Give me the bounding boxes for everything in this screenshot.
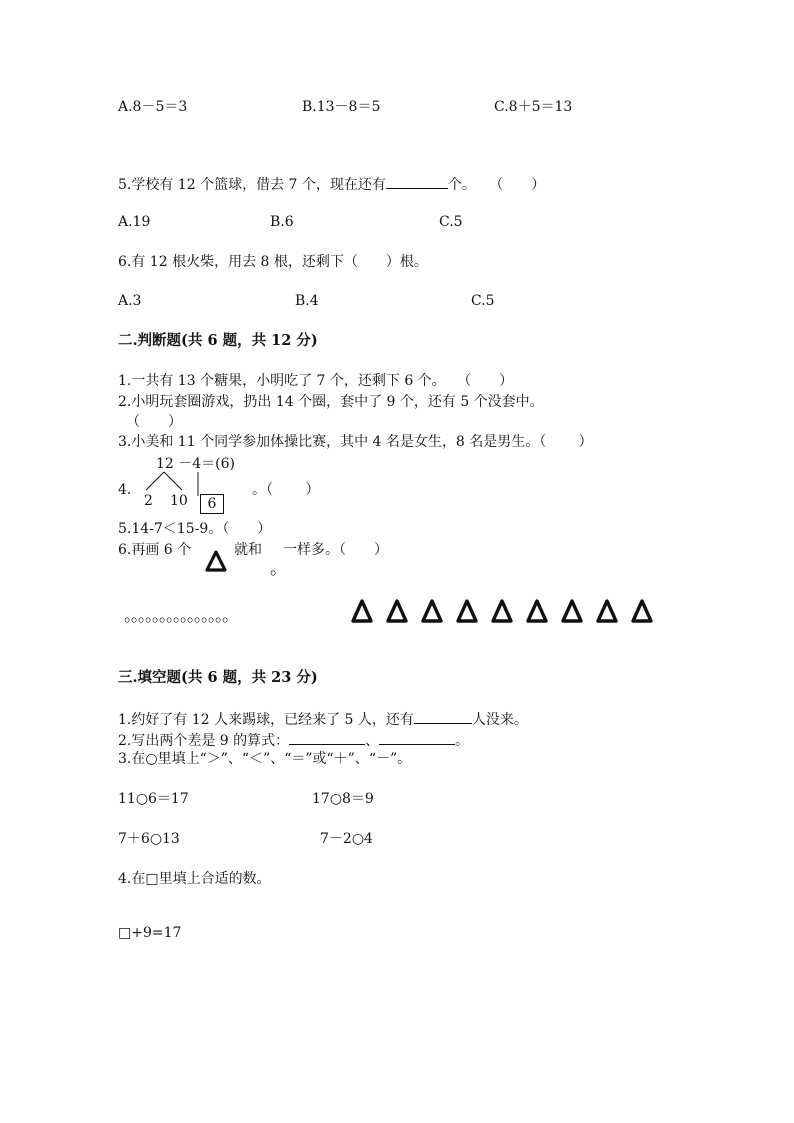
judge-item-6-a: 6.再画 6 个 xyxy=(118,542,192,558)
judge-item-3: 3.小美和 11 个同学参加体操比赛，其中 4 名是女生，8 名是男生。（ ） xyxy=(118,434,593,450)
q5-option-a: A.19 xyxy=(118,214,151,230)
judge-item-6-c: 一样多。（ ） xyxy=(283,542,388,558)
triangle-icon xyxy=(598,601,616,621)
decomp-right-number: 10 xyxy=(170,493,188,509)
fill-item-2-sep: 、 xyxy=(365,733,380,749)
judge-item-5: 5.14-7＜15-9。（ ） xyxy=(118,521,272,537)
fill-item-4: 4.在□里填上合适的数。 xyxy=(118,871,271,887)
q5-option-c: C.5 xyxy=(439,214,463,230)
fill-item-1-blank[interactable] xyxy=(414,709,472,724)
fill-item-3-eq-1: 11○6＝17 xyxy=(118,791,189,807)
decomp-answer-box: 6 xyxy=(200,494,224,514)
q6-stem: 6.有 12 根火柴，用去 8 根，还剩下（ ）根。 xyxy=(118,254,428,270)
judge-item-4-tail: 。（ ） xyxy=(252,482,320,498)
fill-item-2 xyxy=(118,730,469,750)
q5-stem xyxy=(118,174,545,194)
triangle-icon xyxy=(388,601,406,621)
judge-item-4-number: 4. xyxy=(118,482,132,498)
section3-title: 三.填空题(共 6 题，共 23 分) xyxy=(118,669,318,686)
circle-dot-icon: 。 xyxy=(270,559,287,579)
q4-option-a: A.8－5＝3 xyxy=(118,99,188,115)
q5-blank[interactable] xyxy=(386,174,448,189)
q5-stem-b: 个。 xyxy=(447,177,476,193)
decomp-left-number: 2 xyxy=(144,493,153,509)
q5-answer-paren: （ ） xyxy=(489,177,546,193)
judge-item-1: 1.一共有 13 个糖果，小明吃了 7 个，还剩下 6 个。 （ ） xyxy=(118,373,514,389)
fill-item-2-blank-1[interactable] xyxy=(289,730,365,745)
judge-item-6-b: 就和 xyxy=(234,542,262,558)
fill-item-4-eq: □+9=17 xyxy=(118,925,182,941)
triangle-icon xyxy=(205,549,227,573)
triangle-icon xyxy=(423,601,441,621)
fill-item-1 xyxy=(118,709,528,729)
fill-item-1-a: 1.约好了有 12 人来踢球，已经来了 5 人，还有 xyxy=(118,712,414,728)
triangle-icon xyxy=(633,601,651,621)
fill-item-3: 3.在○里填上“＞”、“＜”、“＝”或“＋”、“－”。 xyxy=(118,751,412,767)
q4-option-b: B.13－8＝5 xyxy=(302,99,381,115)
triangle-icon xyxy=(458,601,476,621)
fill-item-2-end: 。 xyxy=(455,733,470,749)
q6-option-a: A.3 xyxy=(118,293,142,309)
dot-row: 。。。。。。。。。。。。。。。 xyxy=(124,606,238,626)
judge-item-2-paren: （ ） xyxy=(126,414,182,430)
triangle-row xyxy=(350,598,656,626)
q5-option-b: B.6 xyxy=(270,214,294,230)
fill-item-3-eq-3: 7＋6○13 xyxy=(118,831,180,847)
section2-title: 二.判断题(共 6 题，共 12 分) xyxy=(118,332,318,349)
triangle-icon xyxy=(563,601,581,621)
q5-stem-a: 5.学校有 12 个篮球，借去 7 个，现在还有 xyxy=(118,177,386,193)
triangle-icon xyxy=(493,601,511,621)
fill-item-3-eq-4: 7－2○4 xyxy=(320,831,373,847)
q6-option-b: B.4 xyxy=(295,293,319,309)
triangle-icon xyxy=(528,601,546,621)
fill-item-2-a: 2.写出两个差是 9 的算式： xyxy=(118,733,290,749)
fill-item-3-eq-2: 17○8＝9 xyxy=(312,791,374,807)
judge-item-2: 2.小明玩套圈游戏，扔出 14 个圈，套中了 9 个，还有 5 个没套中。 xyxy=(118,394,544,410)
decomp-top-expression: 12 －4＝(6) xyxy=(156,456,236,472)
fill-item-1-b: 人没来。 xyxy=(471,712,528,728)
triangle-icon xyxy=(353,601,371,621)
q4-option-c: C.8＋5＝13 xyxy=(494,99,573,115)
q6-option-c: C.5 xyxy=(471,293,495,309)
fill-item-2-blank-2[interactable] xyxy=(379,730,455,745)
